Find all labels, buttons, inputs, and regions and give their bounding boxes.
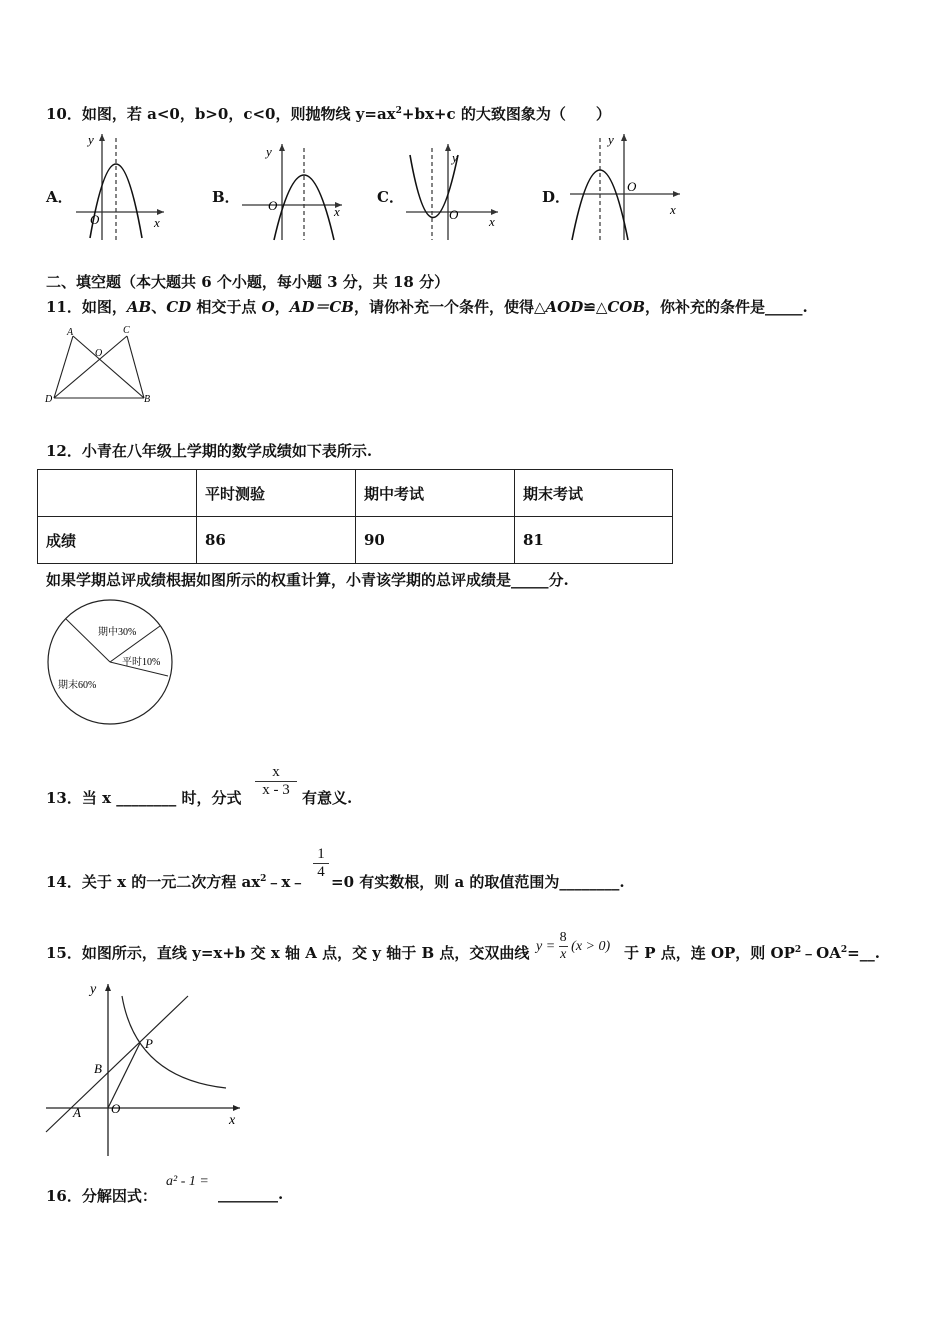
q10-option-a-label: A． (46, 188, 73, 206)
q15-figure (44, 978, 244, 1158)
score-table (37, 469, 673, 564)
svg-text:y: y (608, 132, 614, 147)
q13-stem-before: 13．当 x ________ 时，分式 (46, 789, 242, 807)
q15-stem-after: 于 P 点，连 OP，则 $OP^2﹣OA^2=\_\_$. (624, 944, 880, 962)
q14-stem-before: 14．关于 x 的一元二次方程 $ax^2﹣x﹣$ (46, 873, 306, 891)
origin-label: O (90, 212, 100, 227)
svg-text:O: O (268, 198, 278, 213)
svg-text:C: C (123, 325, 130, 336)
svg-text:x: x (489, 214, 495, 229)
table-header-cell: 期中考试 (356, 470, 515, 517)
q16-stem: 16．分解因式： (46, 1187, 157, 1205)
svg-text:x: x (229, 1113, 236, 1128)
q16-expression: a² - 1 = (166, 1174, 209, 1189)
x-axis-label: x (154, 215, 160, 230)
svg-text:O: O (95, 348, 103, 359)
section-2-heading: 二、填空题（本大题共 6 个小题，每小题 3 分，共 18 分） (46, 273, 450, 291)
table-cell: 81 (515, 517, 673, 564)
q14-stem-after: =0 有实数根，则 a 的取值范围为________. (331, 873, 625, 891)
svg-text:O: O (449, 207, 459, 222)
q12-pie-chart (44, 596, 176, 728)
q12-question: 如果学期总评成绩根据如图所示的权重计算，小青该学期的总评成绩是_____分. (46, 571, 569, 589)
table-cell: 90 (356, 517, 515, 564)
q11-figure (40, 322, 160, 410)
svg-text:A: A (73, 1105, 81, 1120)
q10-option-b-label: B． (212, 188, 240, 206)
q10-stem: 10．如图，若 a<0，b>0，c<0，则抛物线 $y=ax^2+bx+c$ 的大致图象为（ ） (46, 105, 611, 123)
table-header-cell (38, 470, 197, 517)
table-cell: 86 (197, 517, 356, 564)
pie-label-regular: 平时10% (122, 657, 161, 668)
svg-text:y: y (266, 144, 272, 159)
q12-intro: 12．小青在八年级上学期的数学成绩如下表所示. (46, 442, 373, 460)
svg-text:y: y (90, 982, 97, 997)
q10-graph-b (238, 140, 346, 242)
svg-text:x: x (670, 202, 676, 217)
y-axis-label: y (88, 132, 94, 147)
table-header-row (38, 470, 673, 517)
q15-formula: y = $\frac{8}{x}$ (x > 0) (536, 930, 611, 962)
q14-fraction: $\frac{1}{4}$ (313, 846, 329, 881)
table-cell: 成绩 (38, 517, 197, 564)
svg-text:B: B (94, 1061, 102, 1076)
svg-text:O: O (111, 1101, 121, 1116)
q13-stem-after: 有意义. (302, 789, 353, 807)
svg-text:D: D (45, 394, 53, 405)
table-header-cell: 期末考试 (515, 470, 673, 517)
q10-graph-d (566, 130, 684, 242)
q15-stem-before: 15．如图所示，直线 y=x+b 交 x 轴 A 点，交 y 轴于 B 点，交双曲线 (46, 944, 530, 962)
q11-stem: 11．如图，AB、CD 相交于点 O，AD＝CB，请你补充一个条件，使得△AOD≌△COB，你补充的条件是_____. (46, 298, 808, 316)
q13-fraction: $\frac{x}{x - 3}$ (255, 764, 297, 799)
table-header-cell: 平时测验 (197, 470, 356, 517)
pie-label-final: 期末60% (58, 680, 97, 691)
svg-text:B: B (144, 394, 151, 405)
svg-text:y: y (452, 150, 458, 165)
pie-label-mid: 期中30% (98, 627, 137, 638)
svg-text:O: O (627, 179, 637, 194)
svg-text:A: A (67, 327, 74, 338)
svg-text:x: x (334, 204, 340, 219)
q16-blank: ________. (218, 1185, 284, 1203)
q10-graph-c (402, 140, 500, 242)
svg-text:P: P (145, 1036, 153, 1051)
q10-graph-a (72, 130, 167, 242)
q10-option-d-label: D． (542, 188, 571, 206)
q10-option-c-label: C． (377, 188, 404, 206)
table-row (38, 517, 673, 564)
